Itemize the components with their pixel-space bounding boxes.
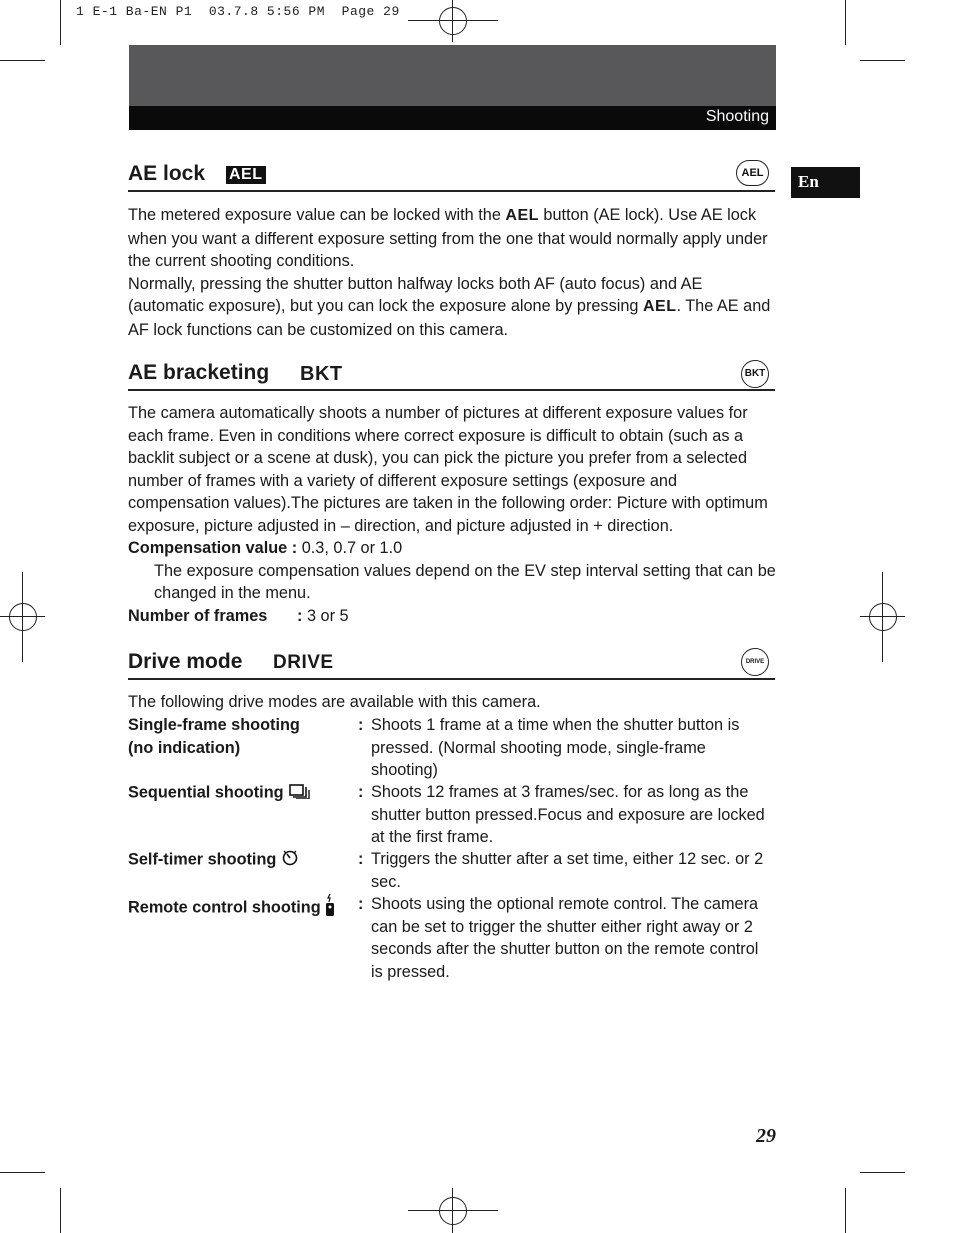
compensation-note: The exposure compensation values depend on the EV step interval setting that can be changed in the menu.	[154, 561, 776, 602]
colon: :	[358, 895, 364, 913]
section-title: AE lock	[128, 162, 206, 185]
paragraph	[128, 204, 778, 273]
bkt-button-icon: BKT	[741, 360, 769, 388]
header-section-label: Shooting	[705, 108, 769, 125]
label-line: Self-timer shooting	[128, 850, 277, 869]
bkt-badge: BKT	[300, 363, 343, 385]
drive-mode-label	[128, 714, 353, 759]
label-line: (no indication)	[128, 738, 241, 757]
drive-mode-row	[128, 781, 778, 849]
drive-mode-description: Triggers the shutter after a set time, either 12 sec. or 2 sec.	[371, 850, 764, 891]
drive-button-icon: DRIVE	[741, 648, 769, 676]
ael-badge: AEL	[226, 166, 266, 184]
header-banner	[129, 45, 776, 106]
header-strip	[129, 106, 776, 130]
drive-mode-row	[128, 893, 778, 985]
ael-button-icon: AEL	[736, 160, 769, 186]
text: button (AE lock). Use AE lock when you want a different exposure setting from the one that would normally apply under the current shooting conditions.	[128, 206, 768, 270]
label-line: Sequential shooting	[128, 783, 284, 802]
paragraph	[128, 273, 778, 342]
section-heading-ae-bracketing	[128, 359, 775, 391]
drive-mode-label	[128, 893, 358, 924]
drive-mode-description: Shoots 1 frame at a time when the shutter button is pressed. (Normal shooting mode, single-frame shooting)	[371, 716, 740, 779]
frames-label: Number of frames	[128, 606, 268, 625]
label-line: Single-frame shooting	[128, 716, 300, 734]
drive-mode-description: Shoots 12 frames at 3 frames/sec. for as long as the shutter button pressed.Focus and exposure are locked at the first frame.	[371, 783, 765, 846]
colon: :	[358, 716, 364, 734]
colon: :	[358, 783, 364, 801]
frames-row	[128, 605, 778, 628]
page-number: 29	[756, 1125, 776, 1147]
drive-mode-row	[128, 848, 778, 894]
drive-mode-description: Shoots using the optional remote control. The camera can be set to trigger the shutter either right away or 2 seconds after the shutter button on the remote control is pressed.	[371, 895, 759, 981]
drive-mode-label	[128, 781, 353, 806]
compensation-value: 0.3, 0.7 or 1.0	[301, 539, 403, 557]
language-tab-label: En	[798, 172, 819, 191]
drive-mode-intro: The following drive modes are available with this camera.	[128, 693, 541, 711]
colon: :	[358, 850, 364, 868]
section-title: Drive mode	[128, 650, 243, 673]
drive-mode-label	[128, 848, 353, 873]
drive-mode-row	[128, 714, 778, 782]
ae-bracketing-body	[128, 402, 778, 627]
text: Normally, pressing the shutter button halfway locks both AF (auto focus) and AE (automatic exposure), but you can lock the exposure alone by pressing	[128, 274, 703, 315]
compensation-row	[128, 537, 778, 560]
ael-inline-label: AEL	[505, 207, 539, 224]
language-tab	[791, 167, 860, 198]
drive-badge: DRIVE	[273, 652, 334, 673]
ae-lock-body	[128, 204, 778, 341]
text: . The AE and AF lock functions can be customized on this camera.	[128, 297, 771, 339]
section-title: AE bracketing	[128, 361, 270, 384]
print-slug: 1 E-1 Ba-EN P1 03.7.8 5:56 PM Page 29	[76, 4, 400, 19]
label-line: Remote control shooting	[128, 898, 321, 917]
frames-colon: :	[297, 606, 303, 625]
compensation-label: Compensation value :	[128, 539, 302, 557]
remote-control-icon	[325, 893, 335, 924]
section-heading-ae-lock	[128, 160, 775, 192]
section-heading-drive-mode	[128, 648, 775, 680]
paragraph: The camera automatically shoots a number of pictures at different exposure values for each frame. Even in conditions where correct exposure is difficult to obtain (such as a backlit subject or a scene at dusk), you can pick the picture you prefer from a selected number of frames with a variety of different exposure settings (exposure and compensation values).The pictures are taken in the following order: Picture with optimum exposure, picture adjusted in – direction, and picture adjusted in + direction.	[128, 404, 768, 535]
frames-value: 3 or 5	[302, 606, 349, 625]
text: The metered exposure value can be locked with the	[128, 206, 506, 224]
sequential-icon	[288, 781, 310, 806]
self-timer-icon	[281, 848, 299, 873]
ael-inline-label: AEL	[642, 298, 677, 315]
